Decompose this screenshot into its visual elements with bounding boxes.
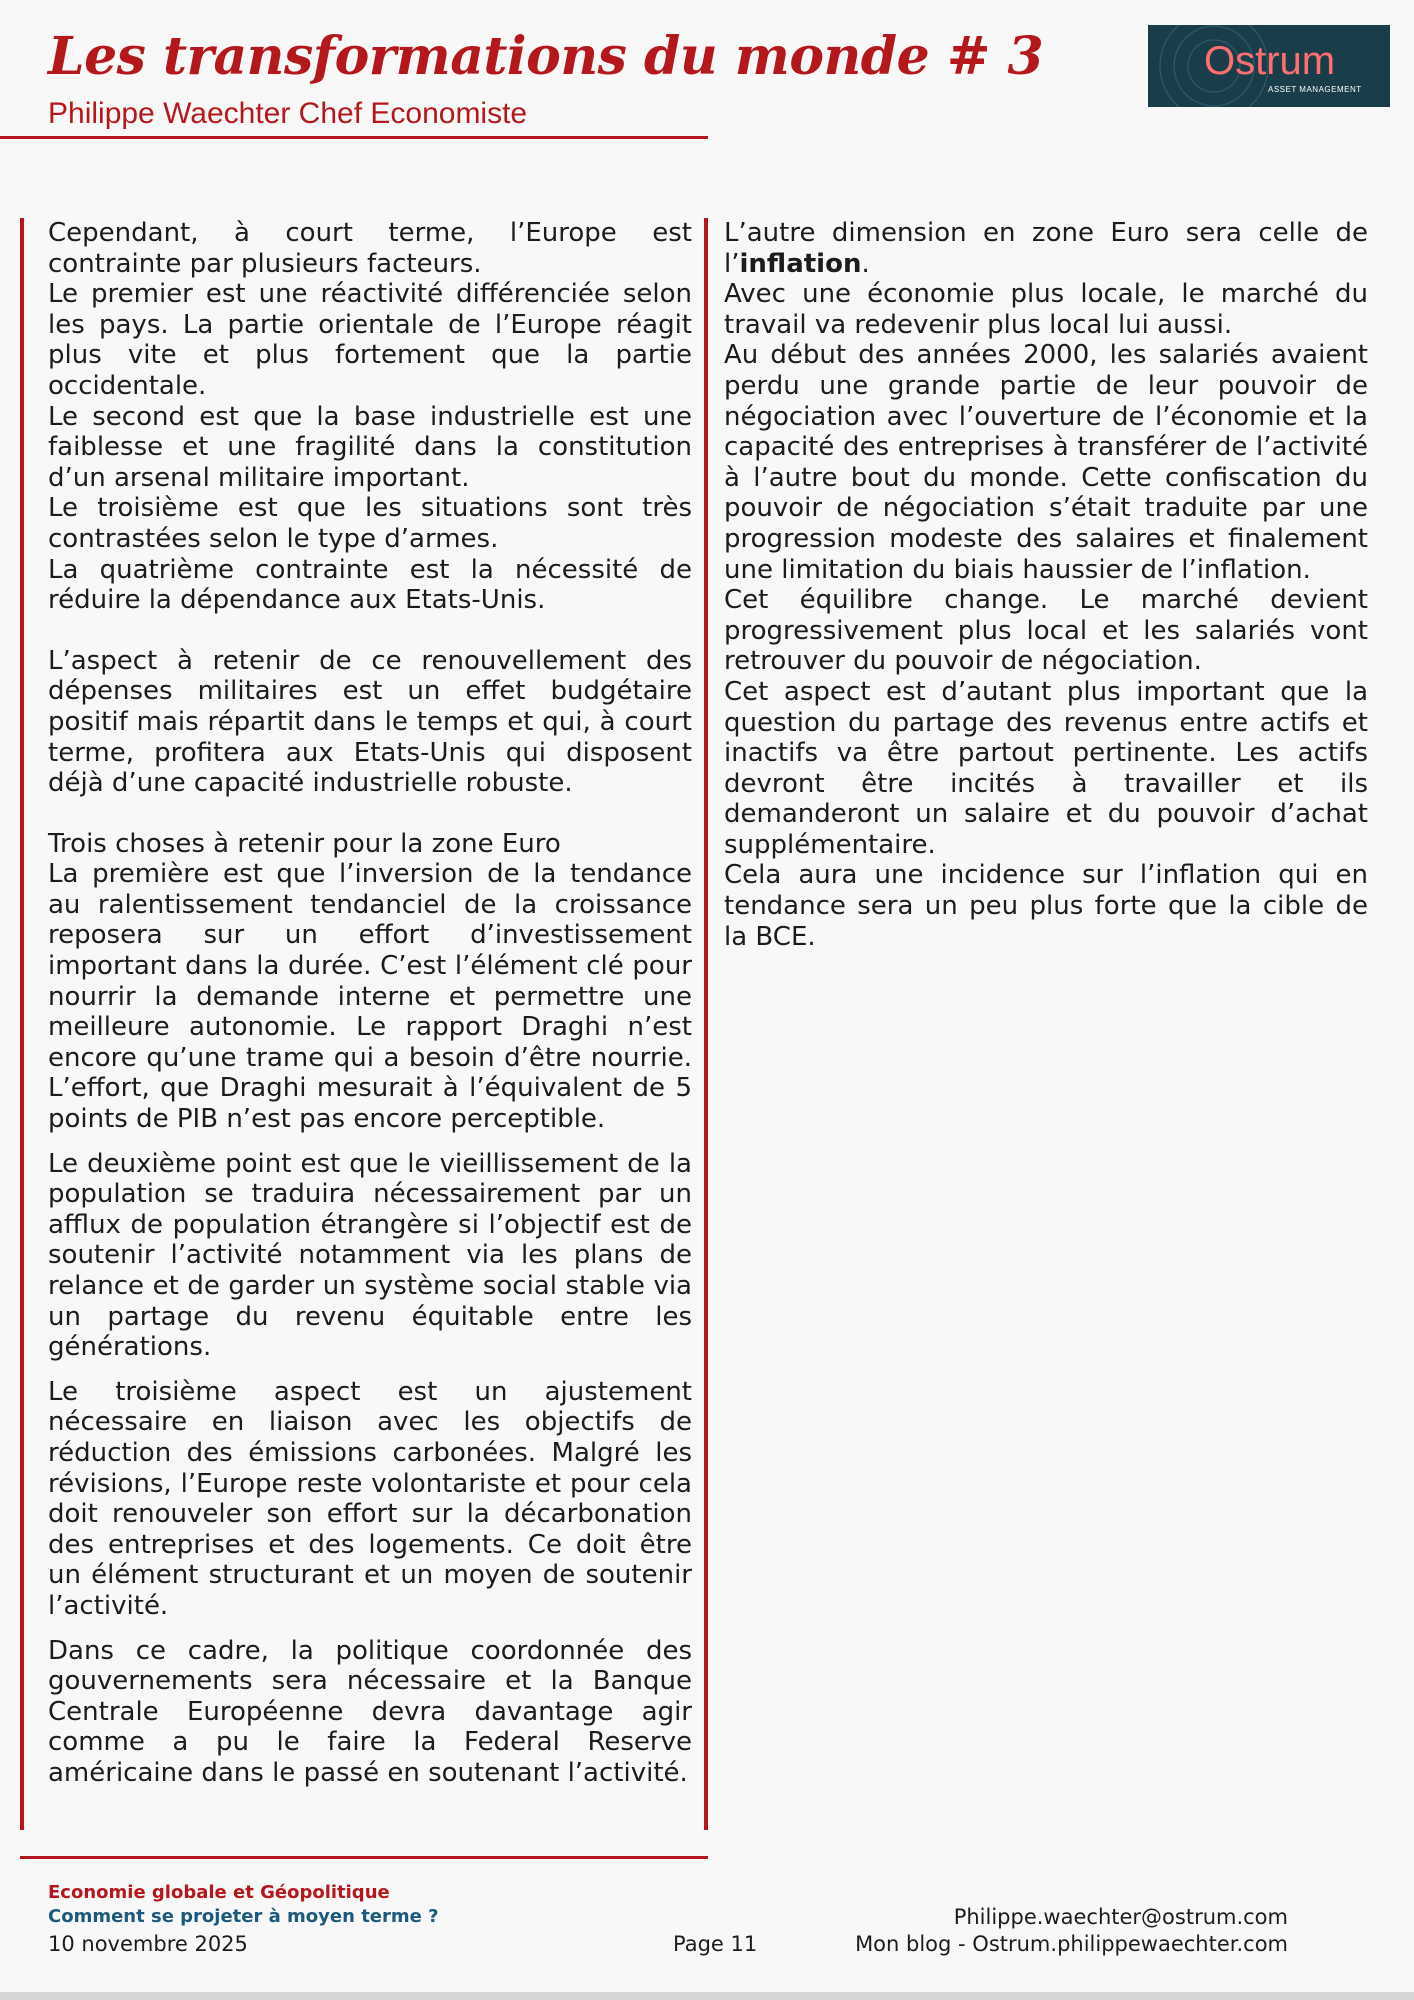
section-heading: Trois choses à retenir pour la zone Euro xyxy=(48,828,561,859)
paragraph: Cependant, à court terme, l’Europe est contrainte par plusieurs facteurs. xyxy=(48,218,692,279)
paragraph: Le troisième est que les situations sont très contrastées selon le type d’armes. xyxy=(48,493,692,554)
intro-end: . xyxy=(861,248,870,279)
footer-divider xyxy=(20,1856,708,1859)
page-bottom-band xyxy=(0,1992,1414,2000)
page-title: Les transformations du monde # 3 xyxy=(48,26,1044,87)
paragraph: Le second est que la base industrielle est une faiblesse et une fragilité dans la constitution d’un arsenal militaire important. xyxy=(48,401,692,493)
blog-link: Mon blog - Ostrum.philippewaechter.com xyxy=(855,1932,1288,1956)
footer-topic: Economie globale et Géopolitique xyxy=(48,1882,390,1903)
paragraph: Cet équilibre change. Le marché devient progressivement plus local et les salariés vont retrouver du pouvoir de négociation. xyxy=(724,585,1368,677)
logo-tagline: ASSET MANAGEMENT xyxy=(1268,85,1362,94)
header-divider xyxy=(0,136,708,139)
footer-question: Comment se projeter à moyen terme ? xyxy=(48,1906,439,1927)
left-column xyxy=(48,218,692,1789)
paragraph: Avec une économie plus locale, le marché du travail va redevenir plus local lui aussi. xyxy=(724,279,1368,340)
paragraph: Au début des années 2000, les salariés avaient perdu une grande partie de leur pouvoir de négociation avec l’ouverture de l’économie et la capacité des entreprises à transférer de l’activité à l’autre bout du monde. Cette confiscation du pouvoir de négociation s’était traduite par une progression modeste des salaires et finalement une limitation du biais haussier de l’inflation. xyxy=(724,340,1368,585)
paragraph: La quatrième contrainte est la nécessité de réduire la dépendance aux Etats-Unis. xyxy=(48,554,692,616)
paragraph: Le premier est une réactivité différenciée selon les pays. La partie orientale de l’Europe réagit plus vite et plus fortement que la partie occidentale. xyxy=(48,279,692,401)
center-column-rule xyxy=(704,218,708,1830)
paragraph: Dans ce cadre, la politique coordonnée des gouvernements sera nécessaire et la Banque Centrale Européenne devra davantage agir comme a pu le faire la Federal Reserve américaine dans le passé en soutenant l’activité. xyxy=(48,1635,692,1788)
paragraph xyxy=(724,218,1368,279)
paragraph: Le deuxième point est que le vieillissement de la population se traduira nécessairement par un afflux de population étrangère si l’objectif est de soutenir l’activité notamment via les plans de relance et de garder un système social stable via un partage du revenu équitable entre les générations. xyxy=(48,1148,692,1363)
page-number: Page 11 xyxy=(673,1932,758,1956)
author-email: Philippe.waechter@ostrum.com xyxy=(953,1905,1288,1929)
ostrum-logo xyxy=(1148,25,1390,107)
emphasis-inflation: inflation xyxy=(739,248,862,279)
paragraph: Cet aspect est d’autant plus important que la question du partage des revenus entre actifs et inactifs va être partout pertinente. Les actifs devront être incités à travailler et ils demanderont un salaire et du pouvoir d’achat supplémentaire. xyxy=(724,676,1368,860)
logo-wordmark: Ostrum xyxy=(1204,39,1336,83)
paragraph: La première est que l’inversion de la tendance au ralentissement tendanciel de la croissance reposera sur un effort d’investissement important dans la durée. C’est l’élément clé pour nourrir la demande interne et permettre une meilleure autonomie. Le rapport Draghi n’est encore qu’une trame qui a besoin d’être nourrie. L’effort, que Draghi mesurait à l’équivalent de 5 points de PIB n’est pas encore perceptible. xyxy=(48,859,692,1135)
author-subtitle: Philippe Waechter Chef Economiste xyxy=(48,97,528,130)
paragraph: L’aspect à retenir de ce renouvellement des dépenses militaires est un effet budgétaire positif mais répartit dans le temps et qui, à court terme, profitera aux Etats-Unis qui disposent déjà d’une capacité industrielle robuste. xyxy=(48,645,692,799)
paragraph: Cela aura une incidence sur l’inflation qui en tendance sera un peu plus forte que la cible de la BCE. xyxy=(724,860,1368,952)
right-column xyxy=(724,218,1368,952)
paragraph: Le troisième aspect est un ajustement nécessaire en liaison avec les objectifs de réduction des émissions carbonées. Malgré les révisions, l’Europe reste volontariste et pour cela doit renouveler son effort sur la décarbonation des entreprises et des logements. Ce doit être un élément structurant et un moyen de soutenir l’activité. xyxy=(48,1376,692,1621)
intro-text: L’autre dimension en zone Euro sera celle de l’ xyxy=(724,218,1368,279)
footer-date: 10 novembre 2025 xyxy=(48,1932,248,1956)
left-column-rule xyxy=(20,218,24,1830)
